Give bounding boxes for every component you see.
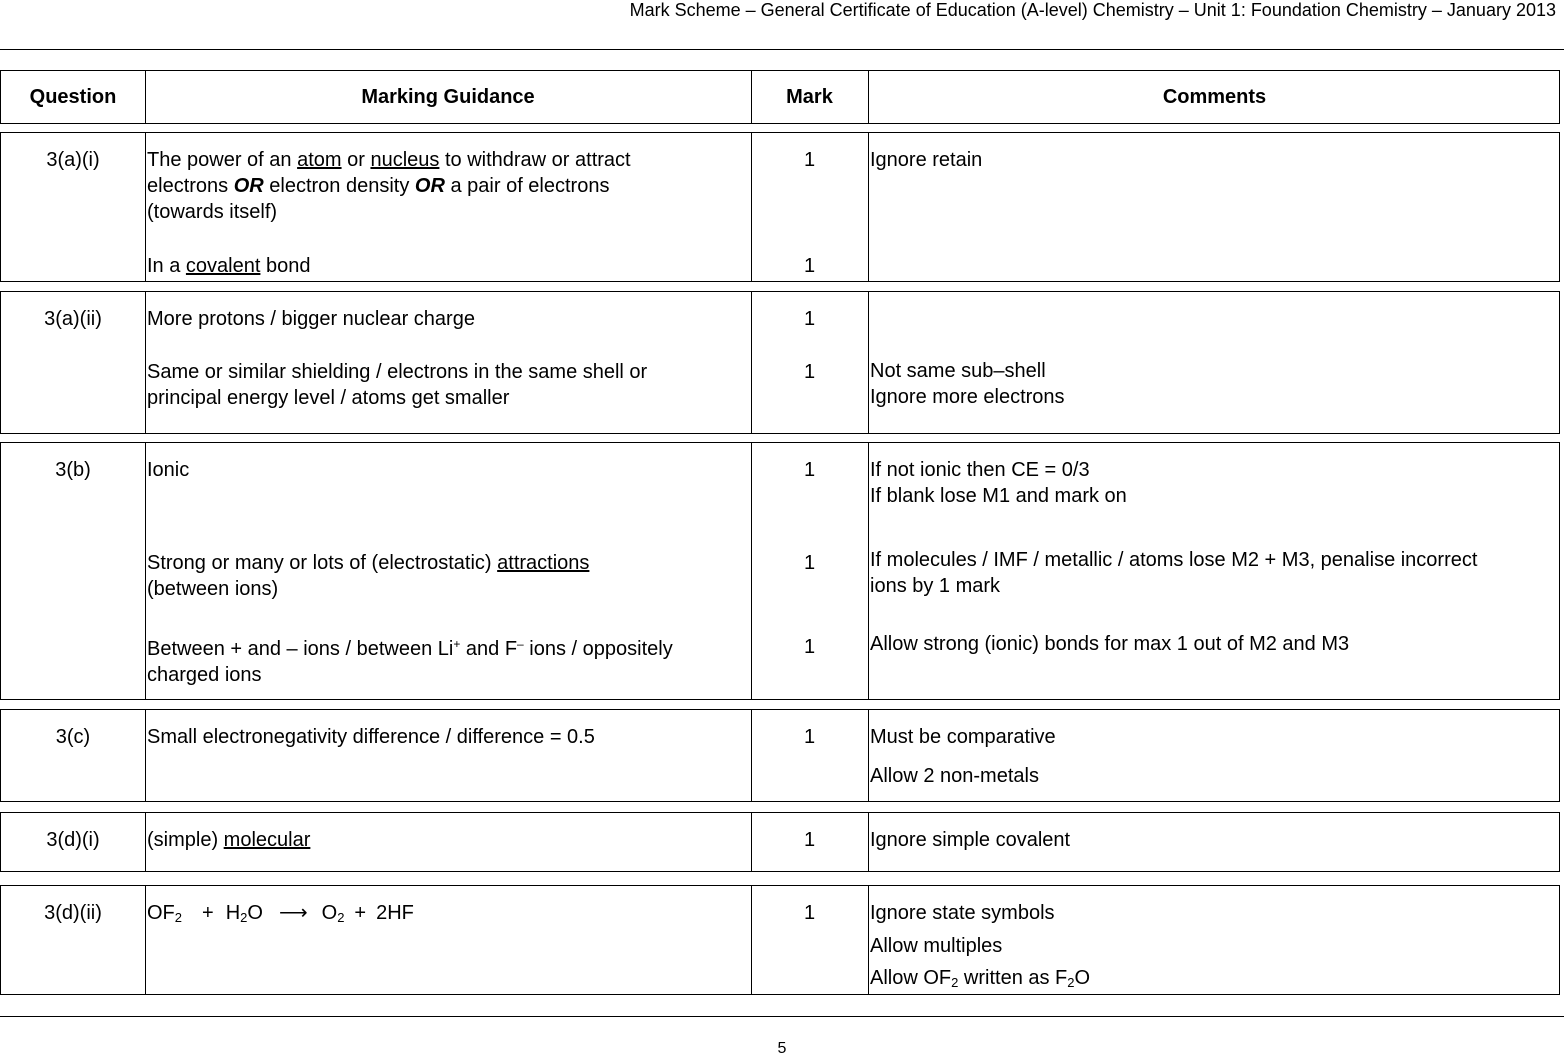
guidance-line: Strong or many or lots of (electrostatic) attractions bbox=[147, 552, 590, 574]
question-label: 3(d)(ii) bbox=[44, 902, 102, 924]
mark-value: 1 bbox=[803, 361, 816, 383]
mark-value: 1 bbox=[803, 829, 816, 851]
comment-line: Ignore retain bbox=[870, 149, 983, 171]
column-divider bbox=[145, 133, 146, 281]
guidance-line: charged ions bbox=[147, 664, 262, 686]
table-row-3b bbox=[0, 442, 1560, 700]
column-divider bbox=[868, 133, 869, 281]
question-label: 3(c) bbox=[55, 726, 91, 748]
comment-line: If not ionic then CE = 0/3 bbox=[870, 459, 1090, 481]
comment-line: Allow strong (ionic) bonds for max 1 out of M2 and M3 bbox=[870, 633, 1350, 655]
column-divider bbox=[868, 710, 869, 801]
comment-line: Not same sub–shell bbox=[870, 360, 1046, 382]
guidance-line: The power of an atom or nucleus to withdraw or attract bbox=[147, 149, 631, 171]
comment-line: If blank lose M1 and mark on bbox=[870, 485, 1127, 507]
question-label: 3(b) bbox=[55, 459, 91, 481]
guidance-line: (towards itself) bbox=[147, 201, 278, 223]
comment-line: Must be comparative bbox=[870, 726, 1056, 748]
mark-value: 1 bbox=[803, 255, 816, 277]
comment-line: Ignore simple covalent bbox=[870, 829, 1071, 851]
table-row-3dii bbox=[0, 885, 1560, 995]
guidance-line: In a covalent bond bbox=[147, 255, 311, 277]
column-divider bbox=[145, 443, 146, 699]
column-divider bbox=[145, 886, 146, 994]
comment-line: Allow multiples bbox=[870, 935, 1003, 957]
guidance-line: Small electronegativity difference / difference = 0.5 bbox=[147, 726, 595, 748]
table-row-3di bbox=[0, 812, 1560, 872]
guidance-line: Between + and – ions / between Li+ and F– ions / oppositely bbox=[147, 637, 673, 660]
page-header: Mark Scheme – General Certificate of Education (A-level) Chemistry – Unit 1: Foundation Chemistry – January 2013 bbox=[629, 0, 1556, 20]
column-header-marking-guidance: Marking Guidance bbox=[361, 86, 535, 108]
comment-line: Ignore state symbols bbox=[870, 902, 1055, 924]
question-label: 3(d)(i) bbox=[46, 829, 100, 851]
guidance-line: (between ions) bbox=[147, 578, 279, 600]
column-divider bbox=[145, 813, 146, 871]
footer-rule bbox=[0, 1016, 1564, 1017]
comment-line: If molecules / IMF / metallic / atoms lose M2 + M3, penalise incorrect bbox=[870, 549, 1478, 571]
comment-line: Ignore more electrons bbox=[870, 386, 1065, 408]
page-number: 5 bbox=[777, 1040, 787, 1057]
mark-value: 1 bbox=[803, 726, 816, 748]
chemical-equation: $OF_2 + H_2O$ ⟶ $O_2 + 2HF$ bbox=[147, 902, 414, 925]
column-divider bbox=[868, 813, 869, 871]
guidance-line: More protons / bigger nuclear charge bbox=[147, 308, 475, 330]
column-divider bbox=[868, 886, 869, 994]
comment-line: ions by 1 mark bbox=[870, 575, 1001, 597]
mark-value: 1 bbox=[803, 459, 816, 481]
column-header-mark: Mark bbox=[786, 86, 833, 108]
question-label: 3(a)(i) bbox=[46, 149, 100, 171]
question-label: 3(a)(ii) bbox=[44, 308, 102, 330]
mark-value: 1 bbox=[803, 308, 816, 330]
mark-value: 1 bbox=[803, 552, 816, 574]
mark-value: 1 bbox=[803, 902, 816, 924]
guidance-line: Same or similar shielding / electrons in the same shell or bbox=[147, 361, 648, 383]
guidance-line: Ionic bbox=[147, 459, 190, 481]
column-divider bbox=[868, 443, 869, 699]
column-header-question: Question bbox=[29, 86, 117, 108]
mark-value: 1 bbox=[803, 149, 816, 171]
guidance-line: principal energy level / atoms get smaller bbox=[147, 387, 510, 409]
guidance-line: electrons OR electron density OR a pair of electrons bbox=[147, 175, 610, 197]
reaction-arrow: ⟶ bbox=[278, 902, 308, 924]
table-row-3aii bbox=[0, 291, 1560, 434]
header-rule bbox=[0, 49, 1564, 50]
table-header-row bbox=[0, 70, 1560, 124]
guidance-line: (simple) molecular bbox=[147, 829, 311, 851]
comment-line: Allow 2 non-metals bbox=[870, 765, 1039, 787]
mark-value: 1 bbox=[803, 636, 816, 658]
table-row-3c bbox=[0, 709, 1560, 802]
column-divider bbox=[868, 292, 869, 433]
comment-line: Allow $OF_2$ written as $F_2O$ bbox=[870, 967, 1091, 990]
column-divider bbox=[145, 292, 146, 433]
column-header-comments: Comments bbox=[1162, 86, 1267, 108]
table-row-3ai bbox=[0, 132, 1560, 282]
column-divider bbox=[145, 710, 146, 801]
